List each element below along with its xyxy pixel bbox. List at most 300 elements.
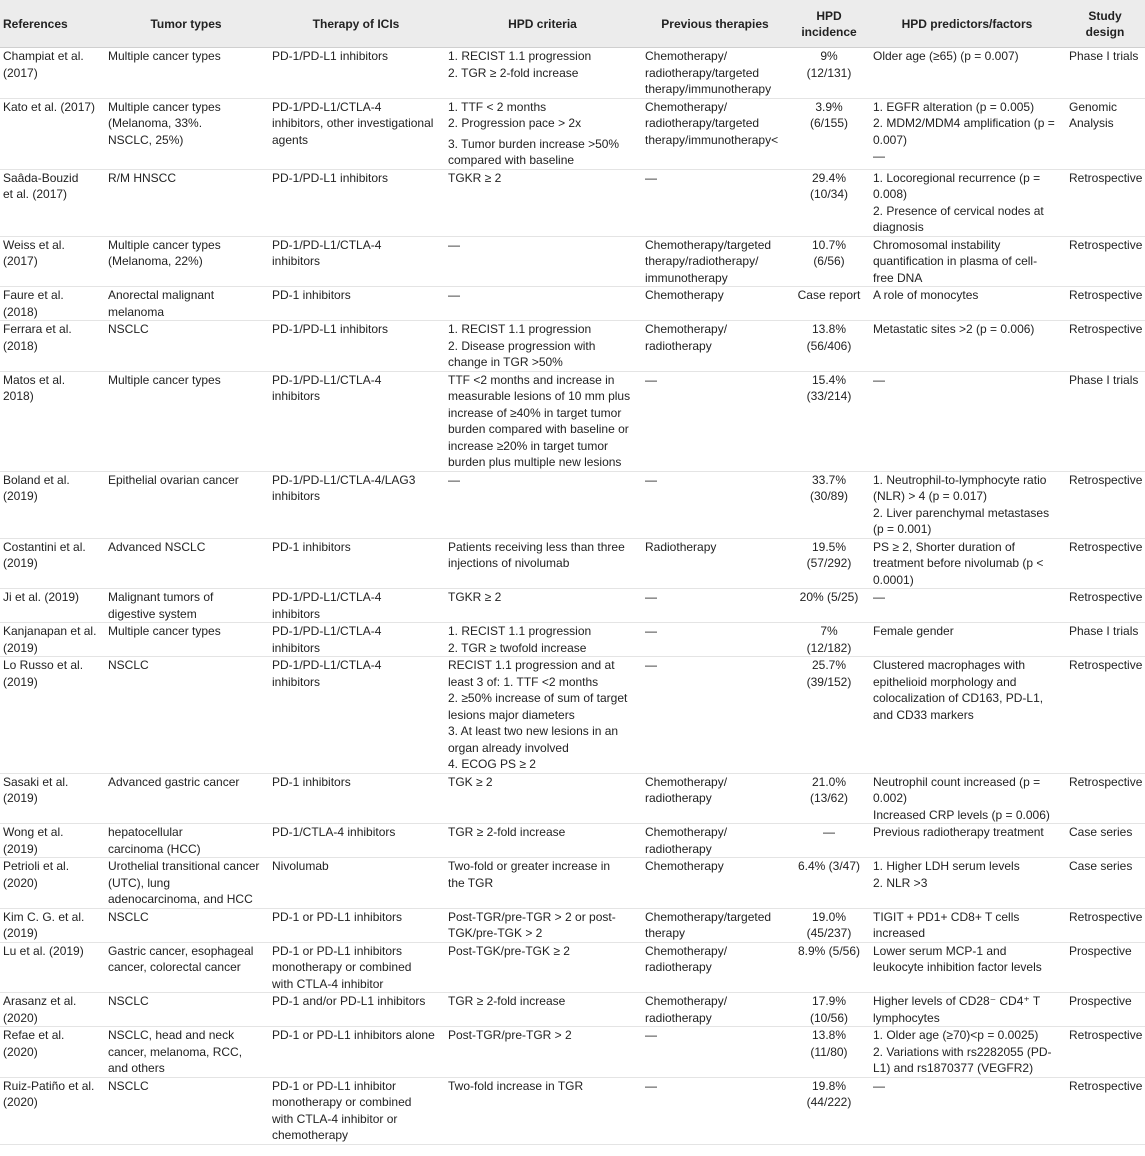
cell-study-design bbox=[1065, 236, 1145, 287]
cell-line: (2019) bbox=[3, 791, 38, 805]
cell-reference bbox=[0, 287, 104, 321]
cell-line: RECIST 1.1 progression and at bbox=[448, 658, 615, 672]
cell-line: burden compared with baseline or bbox=[448, 422, 629, 436]
cell-line: PD-1 and/or PD-L1 inhibitors bbox=[272, 994, 426, 1008]
cell-therapy bbox=[268, 538, 444, 589]
cell-line: 19.8% bbox=[811, 1078, 847, 1093]
cell-line: 3.9% bbox=[815, 99, 843, 114]
cell-line: (2020) bbox=[3, 1095, 38, 1109]
cell-previous-therapies bbox=[641, 858, 789, 909]
cell-hpd-incidence bbox=[789, 657, 869, 774]
cell-line: (2020) bbox=[3, 1010, 38, 1025]
cell-hpd-incidence bbox=[789, 824, 869, 858]
cell-line: (30/89) bbox=[809, 489, 849, 503]
cell-previous-therapies bbox=[641, 623, 789, 657]
cell-tumor-type bbox=[104, 1077, 268, 1144]
cell-line: PD-1 inhibitors bbox=[272, 539, 351, 554]
cell-line: Multiple cancer types bbox=[108, 99, 221, 114]
cell-line: carcinoma (HCC) bbox=[108, 841, 201, 856]
cell-tumor-type bbox=[104, 236, 268, 287]
cell-line: 1. RECIST 1.1 progression bbox=[448, 624, 592, 638]
cell-line: 7% bbox=[820, 624, 838, 638]
cell-line: Chemotherapy/targeted bbox=[645, 237, 772, 252]
cell-tumor-type bbox=[104, 48, 268, 99]
cell-hpd-incidence bbox=[789, 236, 869, 287]
cell-reference bbox=[0, 48, 104, 99]
cell-line: with CTLA-4 inhibitor or bbox=[272, 1111, 398, 1126]
cell-study-design bbox=[1065, 773, 1145, 824]
cell-tumor-type bbox=[104, 169, 268, 236]
cell-therapy bbox=[268, 858, 444, 909]
cell-reference bbox=[0, 371, 104, 471]
cell-hpd-incidence bbox=[789, 858, 869, 909]
cell-line: Retrospective bbox=[1069, 1028, 1143, 1042]
cell-line: PS ≥ 2, Shorter duration of bbox=[873, 539, 1015, 554]
cell-line: Arasanz et al. bbox=[3, 994, 77, 1008]
cell-reference bbox=[0, 98, 104, 169]
cell-line: Retrospective bbox=[1069, 288, 1143, 302]
cell-hpd-predictors bbox=[869, 169, 1065, 236]
cell-line: (NLR) > 4 (p = 0.017) bbox=[873, 489, 988, 503]
cell-line: (57/292) bbox=[806, 556, 852, 570]
table-row bbox=[0, 623, 1145, 657]
cell-line: 2. Progression pace > 2x bbox=[448, 116, 582, 130]
cell-hpd-incidence bbox=[789, 371, 869, 471]
cell-hpd-criteria bbox=[444, 993, 641, 1027]
cell-line: Ruiz-Patiño et al. bbox=[3, 1078, 95, 1093]
cell-line: Increased CRP levels (p = 0.006) bbox=[873, 807, 1050, 822]
cell-line: — bbox=[645, 170, 657, 185]
cell-line: Chemotherapy/ bbox=[645, 49, 728, 63]
cell-line: 2. MDM2/MDM4 amplification (p = bbox=[873, 116, 1055, 130]
cell-line: Two-fold increase in TGR bbox=[448, 1078, 584, 1093]
cell-line: radiotherapy bbox=[645, 841, 712, 856]
cell-tumor-type bbox=[104, 371, 268, 471]
cell-hpd-predictors bbox=[869, 236, 1065, 287]
cell-line: (11/80) bbox=[810, 1044, 848, 1059]
cell-line: PD-1 or PD-L1 inhibitors bbox=[272, 943, 403, 958]
table-row bbox=[0, 48, 1145, 99]
table-row bbox=[0, 993, 1145, 1027]
cell-therapy bbox=[268, 657, 444, 774]
cell-line: Chemotherapy/ bbox=[645, 943, 728, 958]
cell-hpd-criteria bbox=[444, 471, 641, 538]
cell-study-design bbox=[1065, 942, 1145, 993]
cell-line: PD-1/PD-L1 inhibitors bbox=[272, 322, 389, 336]
cell-line: 1. Neutrophil-to-lymphocyte ratio bbox=[873, 472, 1047, 487]
cell-therapy bbox=[268, 98, 444, 169]
cell-reference bbox=[0, 824, 104, 858]
cell-hpd-incidence bbox=[789, 98, 869, 169]
cell-line: 0.002) bbox=[873, 791, 908, 805]
cell-line: (44/222) bbox=[806, 1095, 852, 1109]
cell-line: compared with baseline bbox=[448, 153, 575, 167]
cell-previous-therapies bbox=[641, 993, 789, 1027]
cell-line: Multiple cancer types bbox=[108, 624, 221, 638]
cell-line: Kanjanapan et al. bbox=[3, 624, 97, 638]
cell-line: Retrospective bbox=[1069, 472, 1143, 487]
cell-study-design bbox=[1065, 321, 1145, 372]
cell-line: — bbox=[873, 372, 885, 387]
cell-line: Anorectal malignant bbox=[108, 288, 215, 302]
cell-previous-therapies bbox=[641, 773, 789, 824]
cell-line: NSCLC bbox=[108, 322, 149, 336]
cell-line: inhibitors, other investigational bbox=[272, 116, 434, 130]
header-previous-therapies: Previous therapies bbox=[641, 0, 789, 48]
header-row bbox=[0, 0, 1145, 48]
table-row bbox=[0, 321, 1145, 372]
cell-line: 10.7% bbox=[811, 237, 847, 252]
cell-line: cancer, melanoma, RCC, bbox=[108, 1044, 243, 1059]
cell-line: the TGR bbox=[448, 875, 494, 890]
cell-previous-therapies bbox=[641, 48, 789, 99]
cell-line: 13.8% bbox=[811, 1028, 847, 1042]
cell-line: monotherapy or combined bbox=[272, 1095, 412, 1109]
cell-line: Costantini et al. bbox=[3, 539, 86, 554]
cell-tumor-type bbox=[104, 993, 268, 1027]
cell-line: organ already involved bbox=[448, 740, 569, 755]
cell-therapy bbox=[268, 471, 444, 538]
cell-hpd-incidence bbox=[789, 773, 869, 824]
cell-hpd-criteria bbox=[444, 1027, 641, 1078]
cell-line: Prospective bbox=[1069, 994, 1132, 1008]
cell-line: (12/131) bbox=[806, 65, 852, 80]
cell-line: 19.5% bbox=[811, 539, 847, 554]
cell-reference bbox=[0, 942, 104, 993]
cell-line: radiotherapy bbox=[645, 338, 712, 353]
cell-hpd-incidence bbox=[789, 538, 869, 589]
cell-hpd-incidence bbox=[789, 287, 869, 321]
cell-line: Neutrophil count increased (p = bbox=[873, 774, 1041, 789]
cell-tumor-type bbox=[104, 538, 268, 589]
cell-line: Retrospective bbox=[1069, 170, 1143, 185]
cell-line: — bbox=[873, 1078, 885, 1093]
cell-line: Retrospective bbox=[1069, 658, 1143, 672]
cell-line: 2. NLR >3 bbox=[873, 875, 928, 890]
cell-line: 1. TTF < 2 months bbox=[448, 99, 547, 114]
cell-line: colocalization of CD163, PD-L1, bbox=[873, 691, 1044, 705]
cell-line: burden plus multiple new lesions bbox=[448, 455, 622, 469]
cell-line: PD-1 or PD-L1 inhibitors bbox=[272, 909, 403, 924]
header-hpd-incidence: HPD incidence bbox=[789, 0, 869, 48]
cell-line: et al. (2017) bbox=[3, 187, 68, 201]
cell-line: Gastric cancer, esophageal bbox=[108, 943, 254, 958]
cell-study-design bbox=[1065, 657, 1145, 774]
cell-line: immunotherapy bbox=[645, 270, 728, 285]
cell-line: monotherapy or combined bbox=[272, 960, 412, 974]
cell-line: epithelioid morphology and bbox=[873, 674, 1017, 689]
cell-hpd-criteria bbox=[444, 623, 641, 657]
cell-previous-therapies bbox=[641, 908, 789, 942]
cell-study-design bbox=[1065, 371, 1145, 471]
cell-tumor-type bbox=[104, 824, 268, 858]
cell-hpd-criteria bbox=[444, 1077, 641, 1144]
cell-line: (33/214) bbox=[806, 389, 852, 403]
header-study-design: Study design bbox=[1065, 0, 1145, 48]
cell-line: Chemotherapy/ bbox=[645, 99, 728, 114]
cell-tumor-type bbox=[104, 471, 268, 538]
cell-line: cancer, colorectal cancer bbox=[108, 960, 241, 974]
cell-line: TGK ≥ 2 bbox=[448, 774, 493, 789]
cell-reference bbox=[0, 538, 104, 589]
table-row bbox=[0, 371, 1145, 471]
cell-line: Patients receiving less than three bbox=[448, 539, 625, 554]
cell-therapy bbox=[268, 48, 444, 99]
cell-line: Clustered macrophages with bbox=[873, 658, 1026, 672]
cell-hpd-predictors bbox=[869, 471, 1065, 538]
cell-line: TGK/pre-TGK > 2 bbox=[448, 926, 543, 940]
cell-line: Female gender bbox=[873, 624, 954, 638]
cell-line: NSCLC bbox=[108, 994, 149, 1008]
cell-line: free DNA bbox=[873, 270, 923, 285]
cell-hpd-criteria bbox=[444, 48, 641, 99]
cell-line: (2017) bbox=[3, 254, 38, 268]
table-row bbox=[0, 824, 1145, 858]
cell-line: — bbox=[645, 372, 657, 387]
cell-line: Retrospective bbox=[1069, 1078, 1143, 1093]
cell-previous-therapies bbox=[641, 942, 789, 993]
cell-reference bbox=[0, 773, 104, 824]
cell-line: Kim C. G. et al. bbox=[3, 909, 85, 924]
cell-line: Retrospective bbox=[1069, 322, 1143, 336]
cell-line: therapy bbox=[645, 926, 686, 940]
cell-hpd-criteria bbox=[444, 287, 641, 321]
cell-line: Petrioli et al. bbox=[3, 859, 70, 873]
cell-hpd-predictors bbox=[869, 858, 1065, 909]
cell-line: adenocarcinoma, and HCC bbox=[108, 892, 253, 906]
cell-hpd-criteria bbox=[444, 908, 641, 942]
cell-line: 8.9% (5/56) bbox=[797, 943, 861, 958]
cell-study-design bbox=[1065, 824, 1145, 858]
cell-therapy bbox=[268, 908, 444, 942]
table-row bbox=[0, 657, 1145, 774]
cell-line: Multiple cancer types bbox=[108, 372, 221, 387]
cell-line: (10/34) bbox=[809, 187, 849, 201]
cell-hpd-predictors bbox=[869, 1027, 1065, 1078]
cell-line: NSCLC, head and neck bbox=[108, 1028, 235, 1042]
cell-line: (2019) bbox=[3, 489, 38, 503]
cell-line: 19.0% bbox=[811, 909, 847, 924]
cell-line: — bbox=[448, 472, 460, 487]
cell-line: 0.008) bbox=[873, 187, 908, 201]
cell-therapy bbox=[268, 236, 444, 287]
cell-line: Epithelial ovarian cancer bbox=[108, 472, 239, 487]
cell-line: PD-1/PD-L1/CTLA-4/LAG3 bbox=[272, 472, 416, 487]
cell-line: NSCLC, 25%) bbox=[108, 132, 184, 147]
cell-study-design bbox=[1065, 993, 1145, 1027]
cell-line: (Melanoma, 33%. bbox=[108, 116, 203, 130]
cell-hpd-incidence bbox=[789, 48, 869, 99]
table-row bbox=[0, 169, 1145, 236]
cell-hpd-criteria bbox=[444, 321, 641, 372]
cell-line: 13.8% bbox=[811, 322, 847, 336]
cell-line: increase ≥20% in target tumor bbox=[448, 438, 608, 453]
cell-therapy bbox=[268, 993, 444, 1027]
table-row bbox=[0, 1027, 1145, 1078]
cell-line: least 3 of: 1. TTF <2 months bbox=[448, 674, 599, 689]
cell-line: (10/56) bbox=[809, 1010, 849, 1025]
cell-line: increase of ≥40% in target tumor bbox=[448, 405, 622, 420]
cell-line: PD-1/PD-L1/CTLA-4 bbox=[272, 624, 382, 638]
cell-line: (UTC), lung bbox=[108, 875, 171, 890]
cell-line: increased bbox=[873, 926, 926, 940]
cell-line: Post-TGK/pre-TGK ≥ 2 bbox=[448, 943, 570, 958]
cell-tumor-type bbox=[104, 287, 268, 321]
cell-study-design bbox=[1065, 538, 1145, 589]
cell-line: Chemotherapy/ bbox=[645, 994, 728, 1008]
cell-previous-therapies bbox=[641, 371, 789, 471]
cell-previous-therapies bbox=[641, 1027, 789, 1078]
cell-therapy bbox=[268, 623, 444, 657]
cell-line: TGKR ≥ 2 bbox=[448, 590, 502, 604]
cell-line: PD-1 or PD-L1 inhibitors alone bbox=[272, 1028, 435, 1042]
cell-hpd-criteria bbox=[444, 657, 641, 774]
cell-line: (2018) bbox=[3, 338, 38, 353]
cell-line: 2. TGR ≥ 2-fold increase bbox=[448, 65, 579, 80]
cell-line: radiotherapy bbox=[645, 791, 712, 805]
cell-line: (12/182) bbox=[806, 640, 852, 655]
cell-line: Chemotherapy/targeted bbox=[645, 909, 772, 924]
header-hpd-criteria: HPD criteria bbox=[444, 0, 641, 48]
cell-line: radiotherapy/targeted bbox=[645, 65, 760, 80]
cell-line: 3. Tumor burden increase >50% bbox=[448, 136, 620, 151]
cell-line: 2. TGR ≥ twofold increase bbox=[448, 640, 587, 655]
cell-hpd-criteria bbox=[444, 236, 641, 287]
table-row bbox=[0, 908, 1145, 942]
cell-line: and others bbox=[108, 1061, 165, 1075]
cell-reference bbox=[0, 321, 104, 372]
cell-line: PD-1/CTLA-4 inhibitors bbox=[272, 825, 396, 839]
cell-line: Wong et al. bbox=[3, 825, 64, 839]
cell-line: 2018) bbox=[3, 389, 34, 403]
cell-study-design bbox=[1065, 48, 1145, 99]
cell-line: Weiss et al. bbox=[3, 237, 65, 252]
cell-reference bbox=[0, 1077, 104, 1144]
cell-line: inhibitors bbox=[272, 489, 321, 503]
cell-line: 0.0001) bbox=[873, 572, 914, 587]
cell-reference bbox=[0, 993, 104, 1027]
cell-reference bbox=[0, 908, 104, 942]
cell-line: with CTLA-4 inhibitor bbox=[272, 976, 384, 991]
cell-line: Genomic bbox=[1069, 99, 1118, 114]
cell-line: (2020) bbox=[3, 1044, 38, 1059]
cell-line: Chemotherapy/ bbox=[645, 825, 728, 839]
cell-tumor-type bbox=[104, 773, 268, 824]
cell-tumor-type bbox=[104, 321, 268, 372]
cell-line: Lower serum MCP-1 and bbox=[873, 943, 1007, 958]
cell-line: 1. Higher LDH serum levels bbox=[873, 859, 1020, 873]
cell-line: Prospective bbox=[1069, 943, 1132, 958]
cell-line: Higher levels of CD28⁻ CD4⁺ T bbox=[873, 994, 1041, 1008]
cell-previous-therapies bbox=[641, 287, 789, 321]
cell-line: Advanced NSCLC bbox=[108, 539, 206, 554]
cell-hpd-predictors bbox=[869, 371, 1065, 471]
cell-line: PD-1/PD-L1 inhibitors bbox=[272, 170, 389, 185]
cell-line: Case report bbox=[797, 288, 861, 302]
cell-line: (2019) bbox=[3, 926, 38, 940]
cell-line: 20% (5/25) bbox=[799, 590, 859, 604]
cell-line: Chemotherapy bbox=[645, 859, 724, 873]
cell-line: 15.4% bbox=[811, 372, 847, 387]
cell-study-design bbox=[1065, 287, 1145, 321]
cell-line: Multiple cancer types bbox=[108, 237, 221, 252]
cell-line: inhibitors bbox=[272, 674, 321, 689]
cell-therapy bbox=[268, 942, 444, 993]
cell-line: PD-1/PD-L1/CTLA-4 bbox=[272, 658, 382, 672]
cell-line: Advanced gastric cancer bbox=[108, 774, 240, 789]
cell-reference bbox=[0, 1027, 104, 1078]
cell-line: TIGIT + PD1+ CD8+ T cells bbox=[873, 909, 1020, 924]
cell-line: (13/62) bbox=[809, 791, 849, 805]
cell-line: — bbox=[645, 658, 657, 672]
cell-hpd-incidence bbox=[789, 1077, 869, 1144]
cell-line: TGR ≥ 2-fold increase bbox=[448, 994, 566, 1008]
cell-line: treatment before nivolumab (p < bbox=[873, 556, 1044, 570]
cell-previous-therapies bbox=[641, 589, 789, 623]
table-row bbox=[0, 287, 1145, 321]
cell-line: 3. At least two new lesions in an bbox=[448, 724, 619, 738]
cell-line: NSCLC bbox=[108, 1078, 149, 1093]
cell-line: PD-1 or PD-L1 inhibitor bbox=[272, 1078, 397, 1093]
cell-line: Saâda-Bouzid bbox=[3, 170, 79, 185]
cell-line: 4. ECOG PS ≥ 2 bbox=[448, 757, 536, 771]
cell-reference bbox=[0, 858, 104, 909]
cell-line: (2020) bbox=[3, 875, 38, 890]
cell-line: (6/56) bbox=[813, 254, 845, 268]
cell-line: PD-1 inhibitors bbox=[272, 774, 351, 789]
cell-line: R/M HNSCC bbox=[108, 170, 176, 185]
cell-line: Retrospective bbox=[1069, 774, 1143, 789]
cell-line: Ji et al. (2019) bbox=[3, 590, 80, 604]
cell-reference bbox=[0, 236, 104, 287]
cell-line: Analysis bbox=[1069, 116, 1114, 130]
cell-line: 2. Liver parenchymal metastases bbox=[873, 505, 1050, 520]
header-hpd-predictors: HPD predictors/factors bbox=[869, 0, 1065, 48]
cell-line: agents bbox=[272, 132, 309, 147]
cell-previous-therapies bbox=[641, 657, 789, 774]
cell-study-design bbox=[1065, 589, 1145, 623]
cell-hpd-criteria bbox=[444, 942, 641, 993]
cell-line: chemotherapy bbox=[272, 1128, 349, 1142]
cell-hpd-predictors bbox=[869, 321, 1065, 372]
cell-line: — bbox=[645, 1028, 657, 1042]
cell-line: radiotherapy bbox=[645, 1010, 712, 1025]
cell-line: change in TGR >50% bbox=[448, 355, 563, 369]
cell-previous-therapies bbox=[641, 1077, 789, 1144]
cell-line: inhibitors bbox=[272, 389, 321, 403]
cell-line: measurable lesions of 10 mm plus bbox=[448, 389, 631, 403]
cell-line: TGKR ≥ 2 bbox=[448, 170, 502, 185]
cell-line: 17.9% bbox=[811, 994, 847, 1008]
cell-line: 1. RECIST 1.1 progression bbox=[448, 322, 592, 336]
cell-line: (2019) bbox=[3, 556, 38, 570]
cell-line: and CD33 markers bbox=[873, 707, 974, 722]
cell-line: Kato et al. (2017) bbox=[3, 99, 96, 114]
cell-line: Champiat et al. bbox=[3, 49, 84, 63]
cell-tumor-type bbox=[104, 623, 268, 657]
cell-line: 6.4% (3/47) bbox=[797, 859, 861, 873]
cell-line: (6/155) bbox=[809, 116, 849, 130]
cell-hpd-incidence bbox=[789, 471, 869, 538]
cell-line: Two-fold or greater increase in bbox=[448, 859, 611, 873]
table-body bbox=[0, 48, 1145, 1145]
cell-therapy bbox=[268, 169, 444, 236]
cell-previous-therapies bbox=[641, 169, 789, 236]
cell-line: Metastatic sites >2 (p = 0.006) bbox=[873, 322, 1035, 336]
cell-line: 2. Variations with rs2282055 (PD- bbox=[873, 1044, 1052, 1059]
cell-line: — bbox=[873, 590, 885, 604]
cell-line: lesions major diameters bbox=[448, 707, 575, 722]
